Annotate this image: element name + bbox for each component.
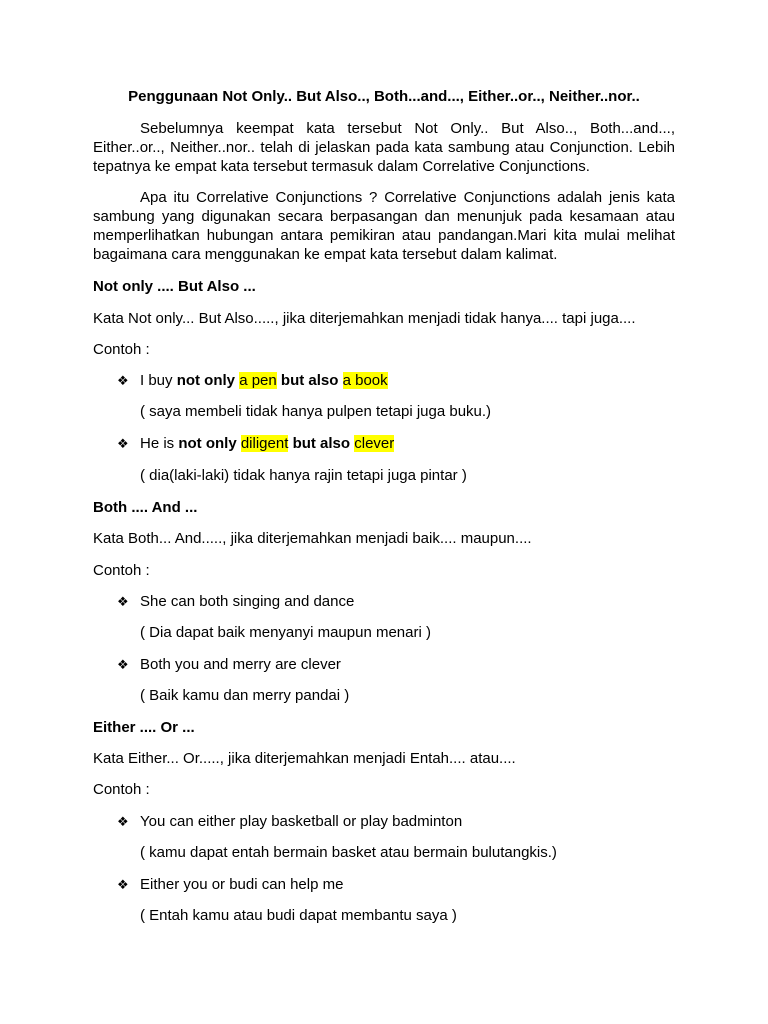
translation: ( kamu dapat entah bermain basket atau bermain bulutangkis.) [140,844,557,861]
highlighted-text: a book [342,372,388,389]
list-item: ❖ He is not only diligent but also clever [117,435,395,452]
diamond-bullet-icon: ❖ [117,815,129,830]
translation: ( saya membeli tidak hanya pulpen tetapi juga buku.) [140,403,492,420]
translation: ( dia(laki-laki) tidak hanya rajin tetapi juga pintar ) [140,467,467,484]
translation: ( Dia dapat baik menyanyi maupun menari ) [140,624,431,641]
section-heading-not-only: Not only .... But Also ... [93,278,256,295]
list-item [117,655,341,675]
list-item [117,592,354,612]
section-desc-either-or: Kata Either... Or....., jika diterjemahkan menjadi Entah.... atau.... [93,750,516,767]
keyword: but also [292,435,351,452]
contoh-label: Contoh : [93,562,150,579]
diamond-bullet-icon: ❖ [117,595,129,610]
keyword: not only [176,372,236,389]
example-sentence: Either you or budi can help me [140,876,344,893]
contoh-label: Contoh : [93,341,150,358]
highlighted-text: clever [354,435,395,452]
highlighted-text: diligent [240,435,289,452]
section-desc-both-and: Kata Both... And....., jika diterjemahkan menjadi baik.... maupun.... [93,530,532,547]
highlighted-text: a pen [239,372,277,389]
document-title: Penggunaan Not Only.. But Also.., Both...and..., Either..or.., Neither..nor.. [128,88,640,105]
intro-paragraph-1: Sebelumnya keempat kata tersebut Not Only.. But Also.., Both...and..., Either..or.., Neither..nor.. telah di jelaskan pada kata sambung atau Conjunction. Lebih tepatnya ke empat kata tersebut termasuk dalam Correlative Conjunctions. [93,120,675,175]
list-item [117,812,462,832]
translation: ( Baik kamu dan merry pandai ) [140,687,350,704]
section-desc-not-only: Kata Not only... But Also....., jika diterjemahkan menjadi tidak hanya.... tapi juga.... [93,310,636,327]
diamond-bullet-icon: ❖ [117,437,129,452]
example-sentence: You can either play basketball or play badminton [140,813,463,830]
example-sentence: Both you and merry are clever [140,656,341,673]
diamond-bullet-icon: ❖ [117,878,129,893]
translation: ( Entah kamu atau budi dapat membantu saya ) [140,907,457,924]
keyword: but also [280,372,339,389]
contoh-label: Contoh : [93,781,150,798]
diamond-bullet-icon: ❖ [117,374,129,389]
diamond-bullet-icon: ❖ [117,658,129,673]
section-heading-both-and: Both .... And ... [93,499,198,516]
keyword: not only [178,435,237,452]
section-heading-either-or: Either .... Or ... [93,719,195,736]
example-sentence: She can both singing and dance [140,593,355,610]
intro-paragraph-2: Apa itu Correlative Conjunctions ? Correlative Conjunctions adalah jenis kata sambung yang digunakan secara berpasangan dan menunjuk pada kesamaan atau memperlihatkan hubungan antara pemikiran atau pandangan.Mari kita mulai melihat bagaimana cara menggunakan ke empat kata tersebut dalam kalimat. [93,189,675,263]
list-item [117,875,343,895]
list-item: ❖ I buy not only a pen but also a book [117,372,388,389]
